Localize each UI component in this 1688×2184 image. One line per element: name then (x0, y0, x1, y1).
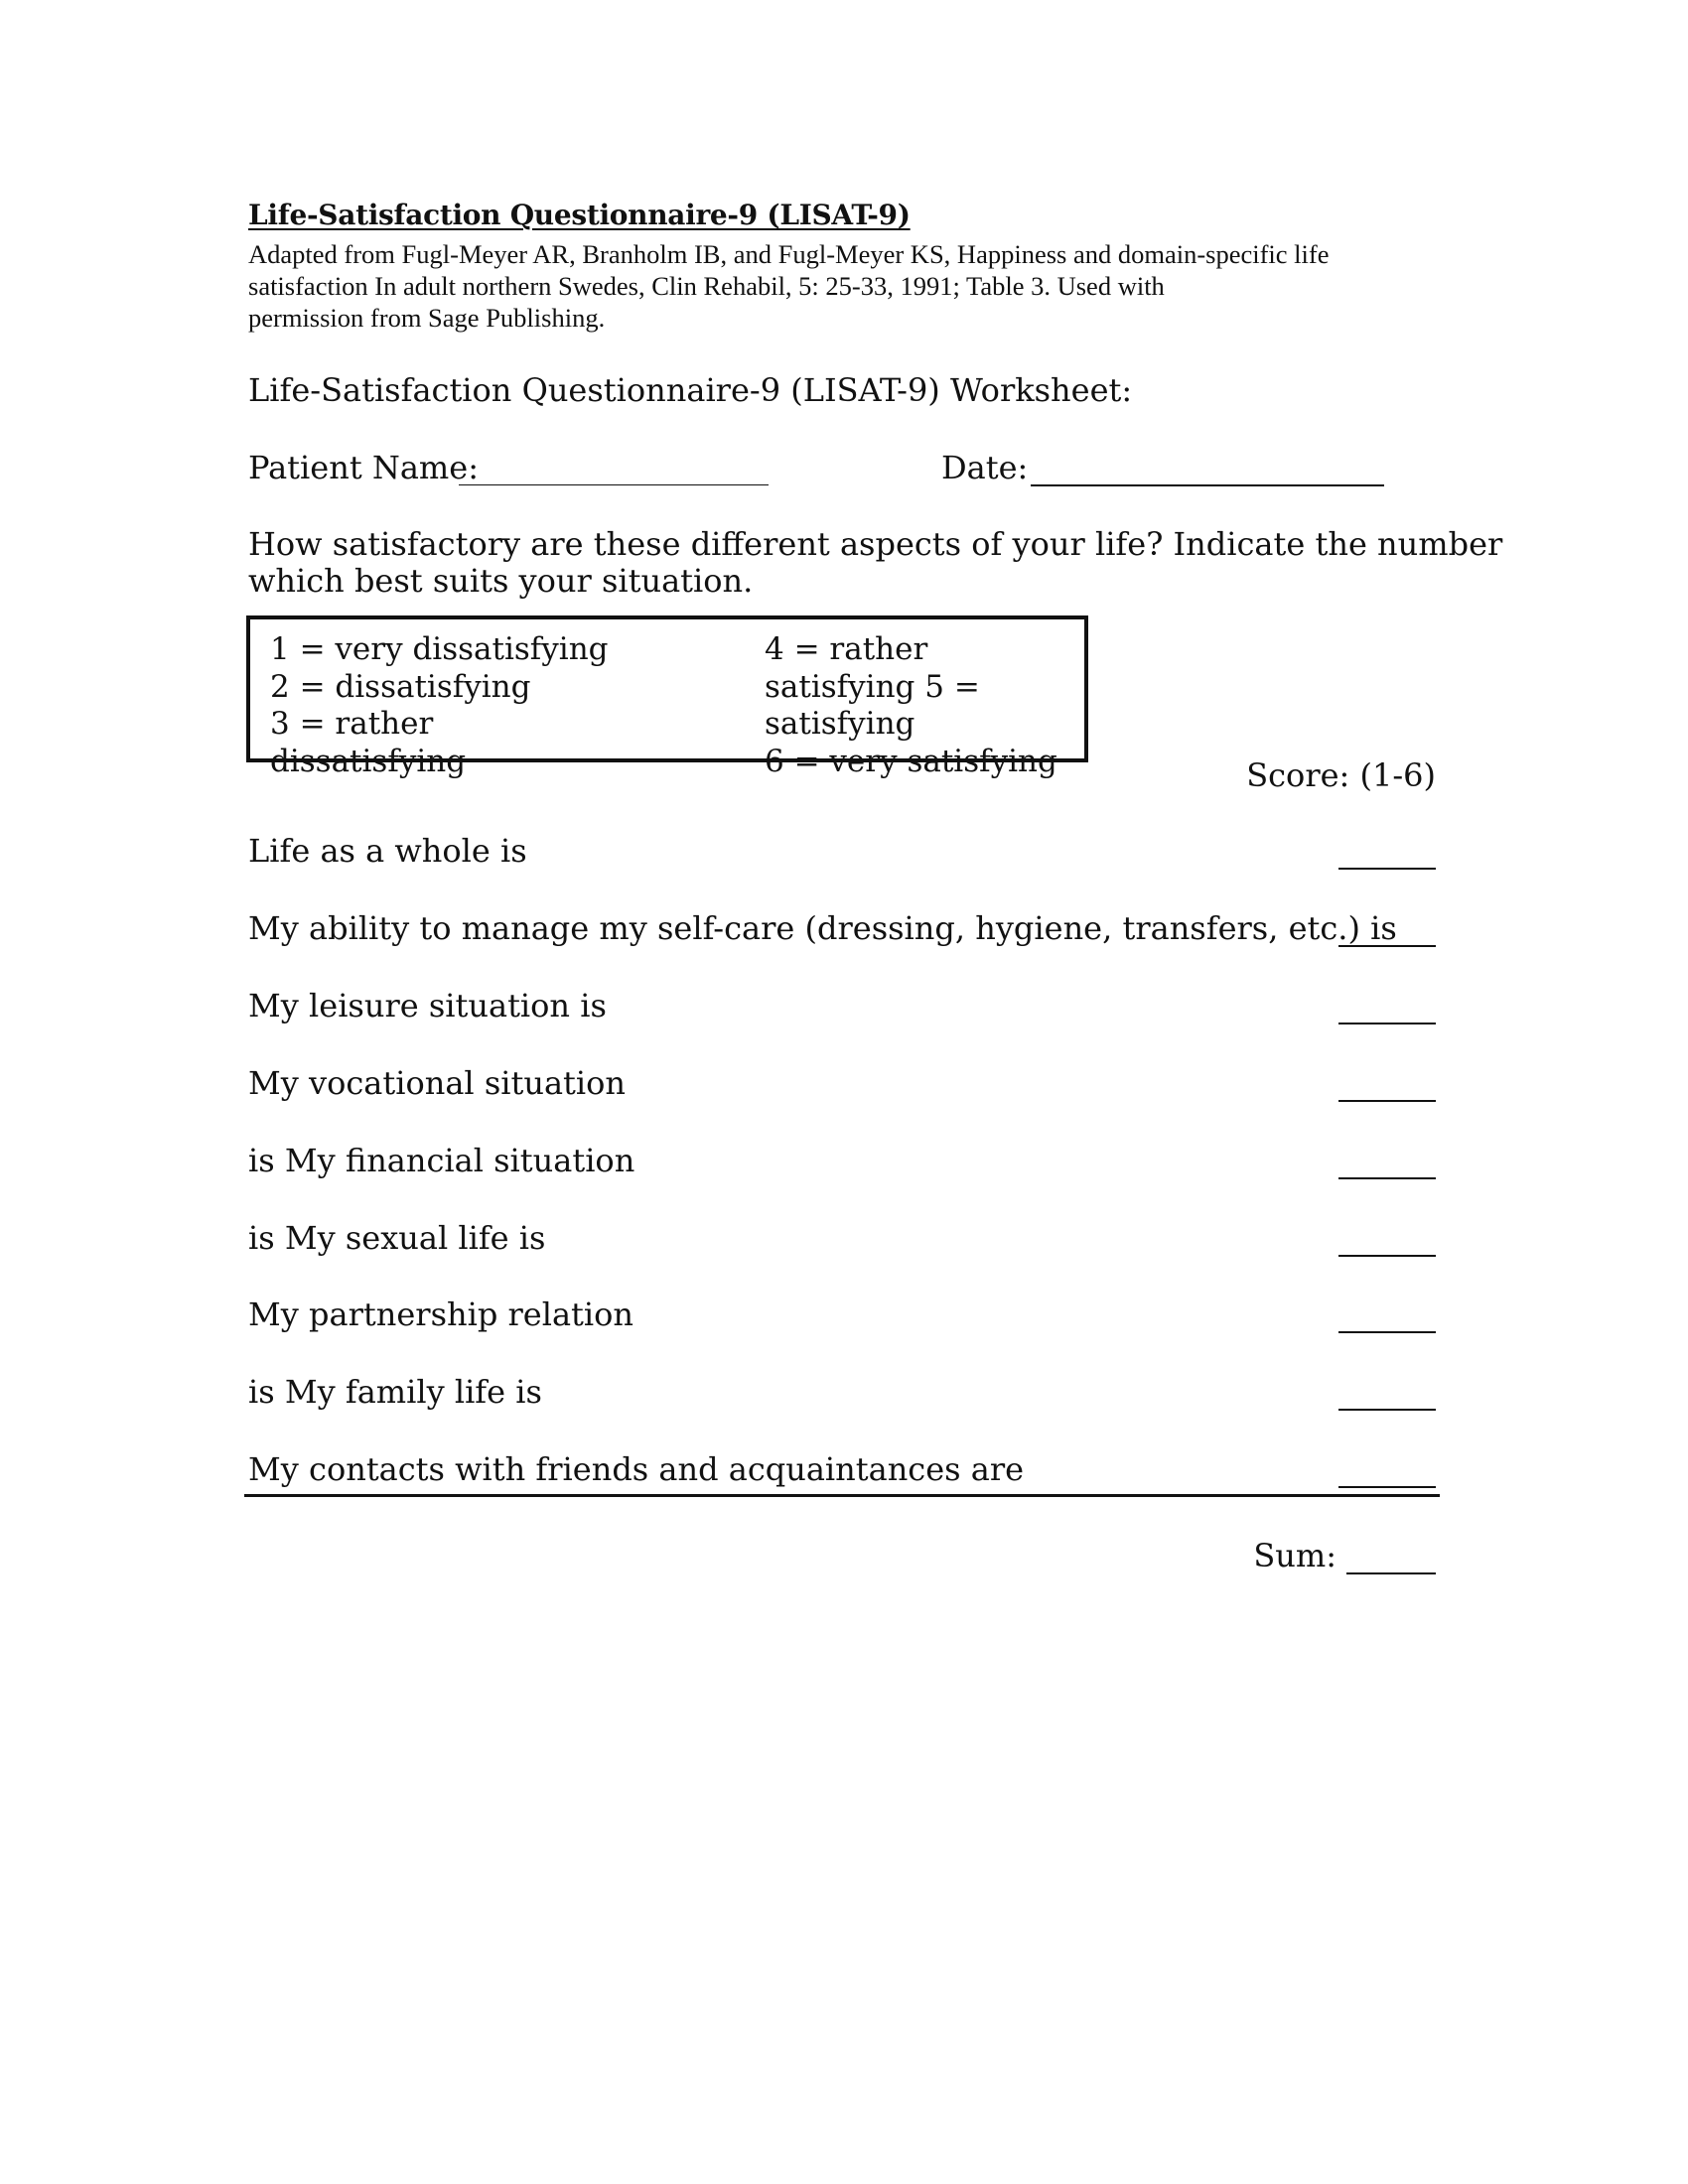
rating-scale-right-column (765, 631, 1057, 780)
instructions-line: which best suits your situation. (248, 562, 754, 600)
sum-label: Sum: (1253, 1537, 1336, 1574)
date-label: Date: (941, 449, 1029, 486)
section-divider (244, 1494, 1440, 1497)
citation-line: Adapted from Fugl-Meyer AR, Branholm IB, and Fugl-Meyer KS, Happiness and domain-specific life (248, 239, 1330, 269)
patient-name-label: Patient Name: (248, 449, 479, 486)
score-field[interactable] (1338, 1255, 1436, 1257)
scale-line: 1 = very dissatisfying (270, 631, 609, 667)
sum-row (1237, 1537, 1436, 1580)
scale-line: 3 = rather (270, 706, 434, 742)
score-field[interactable] (1338, 1023, 1436, 1024)
item-label: My partnership relation (248, 1296, 634, 1333)
score-field[interactable] (1338, 868, 1436, 870)
score-field[interactable] (1338, 945, 1436, 947)
item-label: is My financial situation (248, 1142, 635, 1179)
score-field[interactable] (1338, 1177, 1436, 1179)
citation-line: permission from Sage Publishing. (248, 303, 606, 333)
item-label: My leisure situation is (248, 987, 607, 1024)
item-row-financial (248, 1142, 1436, 1185)
score-field[interactable] (1338, 1100, 1436, 1102)
scale-line: 4 = rather (765, 631, 928, 667)
scale-line: satisfying (765, 706, 915, 742)
instructions (248, 525, 1503, 600)
score-column-header: Score: (1-6) (1246, 756, 1436, 794)
citation (248, 238, 1440, 334)
item-label: is My family life is (248, 1373, 542, 1411)
scale-line: 6 = very satisfying (765, 743, 1057, 779)
item-row-vocational (248, 1064, 1436, 1108)
score-field[interactable] (1338, 1486, 1436, 1488)
rating-scale-left-column (270, 631, 609, 780)
date-field[interactable] (1031, 484, 1384, 486)
item-row-partnership (248, 1296, 1436, 1339)
score-field[interactable] (1338, 1331, 1436, 1333)
item-row-friends (248, 1450, 1436, 1494)
item-row-life-as-whole (248, 832, 1436, 876)
item-row-self-care (248, 909, 1436, 953)
item-row-leisure (248, 987, 1436, 1030)
citation-line: satisfaction In adult northern Swedes, Clin Rehabil, 5: 25-33, 1991; Table 3. Used with (248, 271, 1165, 301)
item-row-family-life (248, 1373, 1436, 1417)
item-label: is My sexual life is (248, 1219, 546, 1257)
instructions-line: How satisfactory are these different aspects of your life? Indicate the number (248, 525, 1503, 563)
scale-line: dissatisfying (270, 743, 467, 779)
scale-line: 2 = dissatisfying (270, 668, 531, 705)
item-label: My ability to manage my self-care (dressing, hygiene, transfers, etc.) is (248, 909, 1397, 947)
score-field[interactable] (1338, 1409, 1436, 1411)
patient-info-row (248, 449, 1440, 492)
item-label: My vocational situation (248, 1064, 626, 1102)
item-row-sexual-life (248, 1219, 1436, 1263)
sum-field[interactable] (1346, 1572, 1436, 1574)
scale-line: satisfying 5 = (765, 668, 980, 705)
item-label: My contacts with friends and acquaintances are (248, 1450, 1025, 1488)
item-label: Life as a whole is (248, 832, 527, 870)
worksheet-title: Life-Satisfaction Questionnaire-9 (LISAT-9) Worksheet: (248, 371, 1133, 409)
patient-name-field[interactable] (459, 484, 769, 485)
document-title: Life-Satisfaction Questionnaire-9 (LISAT-9) (248, 199, 911, 231)
